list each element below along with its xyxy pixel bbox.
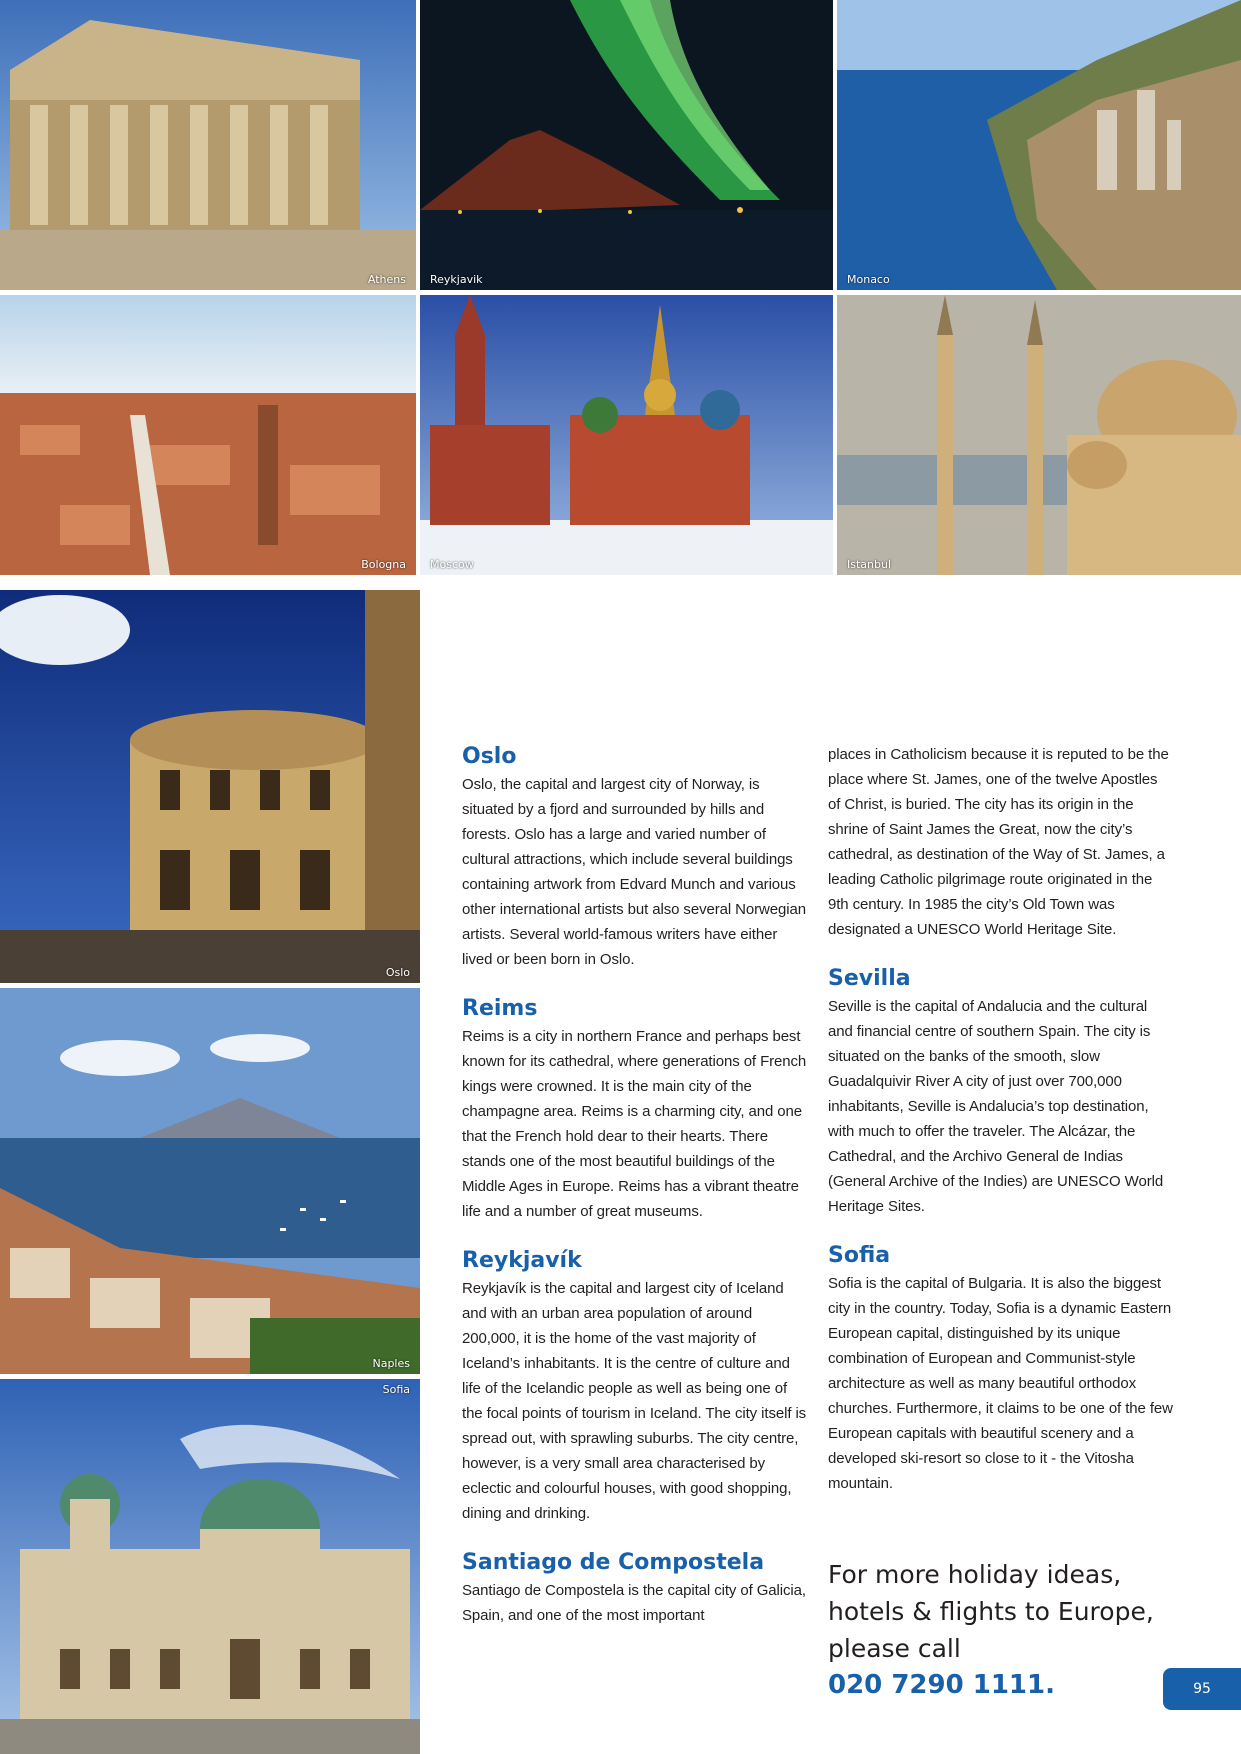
photo-caption: Moscow	[430, 558, 474, 571]
monaco-photo	[837, 0, 1241, 290]
sofia-photo	[0, 1379, 420, 1754]
istanbul-photo	[837, 295, 1241, 575]
athens-photo	[0, 0, 416, 290]
city-heading: Sofia	[828, 1243, 891, 1268]
city-sevilla	[828, 964, 1173, 1219]
phone-number[interactable]: 020 7290 1111.	[828, 1670, 1055, 1700]
reykjavik-photo	[420, 0, 833, 290]
call-to-action	[828, 1556, 1168, 1704]
city-sofia	[828, 1241, 1173, 1496]
city-description: Oslo, the capital and largest city of Norway, is situated by a fjord and surrounded by hills and forests. Oslo has a large and varied number of cultural attractions, which include several buildings containing artwork from Edvard Munch and various other international artists but also several Norwegian artists. Several world-famous writers have either lived or been born in Oslo.	[462, 776, 806, 968]
cta-text: For more holiday ideas, hotels & flights to Europe, please call	[828, 1560, 1154, 1663]
city-santiago-continued	[828, 742, 1173, 942]
text-column-left	[462, 742, 807, 1650]
city-description: Santiago de Compostela is the capital city of Galicia, Spain, and one of the most important	[462, 1582, 806, 1624]
city-heading: Sevilla	[828, 966, 911, 991]
photo-caption: Sofia	[382, 1383, 410, 1396]
city-heading: Oslo	[462, 744, 517, 769]
oslo-photo	[0, 590, 420, 983]
photo-caption: Oslo	[385, 966, 410, 979]
photo-caption: Monaco	[847, 273, 890, 286]
text-column-right	[828, 742, 1173, 1518]
photo-caption: Naples	[372, 1357, 410, 1370]
moscow-photo	[420, 295, 833, 575]
city-heading: Reims	[462, 996, 538, 1021]
city-description: Reykjavík is the capital and largest city of Iceland and with an urban area population of around 200,000, it is the home of the vast majority of Iceland’s inhabitants. It is the centre of culture and life of the Icelandic people as well as being one of the focal points of tourism in Iceland. The city itself is spread out, with sprawling suburbs. The city centre, however, is a very small area characterised by eclectic and colourful houses, with good shopping, dining and drinking.	[462, 1280, 807, 1522]
city-reykjavik	[462, 1246, 807, 1526]
city-heading: Santiago de Compostela	[462, 1550, 765, 1575]
city-oslo	[462, 742, 807, 972]
photo-caption: Istanbul	[847, 558, 892, 571]
city-description: Reims is a city in northern France and perhaps best known for its cathedral, where generations of French kings were crowned. It is the main city of the champagne area. Reims is a charming city, and one that the French hold dear to their hearts. There stands one of the most beautiful buildings of the Middle Ages in Europe. Reims has a vibrant theatre life and a number of great museums.	[462, 1028, 807, 1220]
city-santiago	[462, 1548, 807, 1628]
photo-caption: Bologna	[361, 558, 406, 571]
city-description: Sofia is the capital of Bulgaria. It is also the biggest city in the country. Today, Sofia is a dynamic Eastern European capital, distinguished by its unique combination of European and Communist-style architecture as well as many beautiful orthodox churches. Furthermore, it claims to be one of the few European capitals with beautiful scenery and a developed ski-resort so close to it - the Vitosha mountain.	[828, 1275, 1173, 1492]
page-number: 95	[1163, 1668, 1241, 1710]
city-heading: Reykjavík	[462, 1248, 582, 1273]
city-description: places in Catholicism because it is reputed to be the place where St. James, one of the twelve Apostles of Christ, is buried. The city has its origin in the shrine of Saint James the Great, now the city’s cathedral, as destination of the Way of St. James, a leading Catholic pilgrimage route originated in the 9th century. In 1985 the city’s Old Town was designated a UNESCO World Heritage Site.	[828, 746, 1169, 938]
city-reims	[462, 994, 807, 1224]
photo-caption: Reykjavik	[430, 273, 483, 286]
photo-caption: Athens	[367, 273, 406, 286]
naples-photo	[0, 988, 420, 1374]
bologna-photo	[0, 295, 416, 575]
city-description: Seville is the capital of Andalucia and the cultural and financial centre of southern Spain. The city is situated on the banks of the smooth, slow Guadalquivir River A city of just over 700,000 inhabitants, Seville is Andalucia’s top destination, with much to offer the traveler. The Alcázar, the Cathedral, and the Archivo General de Indias (General Archive of the Indies) are UNESCO World Heritage Sites.	[828, 998, 1164, 1215]
